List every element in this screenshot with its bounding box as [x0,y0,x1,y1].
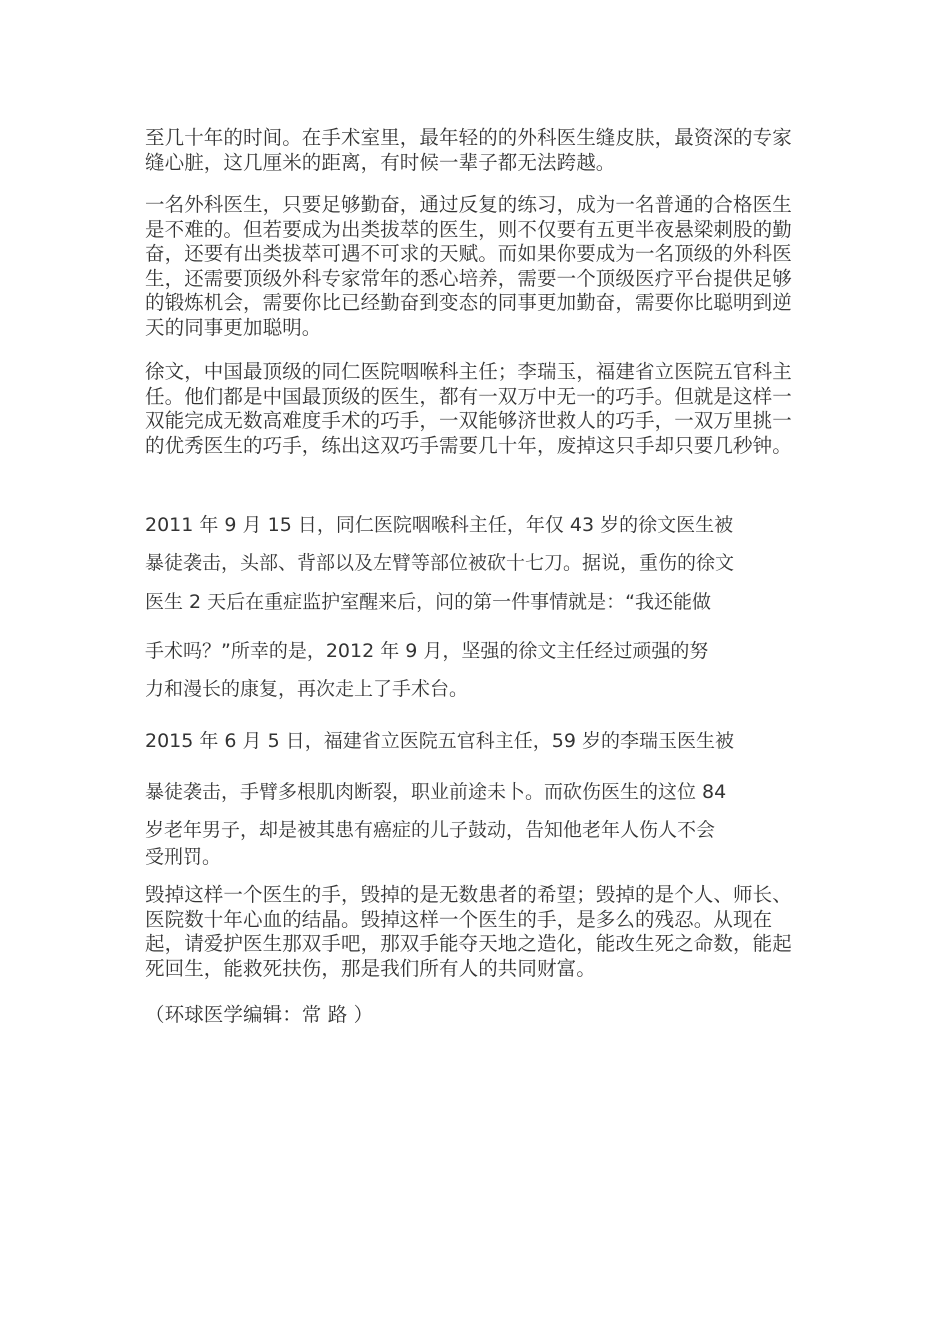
paragraph-text: 一名外科医生，只要足够勤奋，通过反复的练习，成为一名普通的合格医生是不难的。但若要成为出类拔萃的医生，则不仅要有五更半夜悬梁刺股的勤奋，还要有出类拔萃可遇不可求的天赋。而如果你要成为一名顶级的外科医生，还需要顶级外科专家常年的悉心培养，需要一个顶级医疗平台提供足够的锻炼机会，需要你比已经勤奋到变态的同事更加勤奋，需要你比聪明到逆天的同事更加聪明。 [145,193,792,339]
story-line: 暴徒袭击，手臂多根肌肉断裂，职业前途未卜。而砍伤医生的这位 84 [145,781,727,803]
story-line: 力和漫长的康复，再次走上了手术台。 [145,678,469,700]
story-line: 受刑罚。 [145,846,222,868]
paragraph-top-doctors [145,360,810,458]
paragraph-text: 徐文，中国最顶级的同仁医院咽喉科主任；李瑞玉，福建省立医院五官科主任。他们都是中国最顶级的医生，都有一双万中无一的巧手。但就是这样一双能完成无数高难度手术的巧手，一双能够济世救人的巧手，一双万里挑一的优秀医生的巧手，练出这双巧手需要几十年，废掉这只手却只要几秒钟。 [145,360,792,457]
paragraph-surgeon-distance [145,126,810,175]
story-line: 2011 年 9 月 15 日，同仁医院咽喉科主任，年仅 43 岁的徐文医生被 [145,514,734,536]
story-line: 医生 2 天后在重症监护室醒来后，问的第一件事情就是：“我还能做 [145,591,712,613]
paragraph-cherish-hands [145,883,810,981]
story-line: 暴徒袭击，头部、背部以及左臂等部位被砍十七刀。据说，重伤的徐文 [145,552,735,574]
paragraph-text: 毁掉这样一个医生的手，毁掉的是无数患者的希望；毁掉的是个人、师长、医院数十年心血的结晶。毁掉这样一个医生的手，是多么的残忍。从现在起，请爱护医生那双手吧，那双手能夺天地之造化，能改生死之命数，能起死回生，能救死扶伤，那是我们所有人的共同财富。 [145,883,792,980]
paragraph-text: 至几十年的时间。在手术室里，最年轻的的外科医生缝皮肤，最资深的专家缝心脏，这几厘米的距离，有时候一辈子都无法跨越。 [145,126,792,174]
paragraph-surgeon-growth [145,193,810,340]
editor-note-text: （环球医学编辑：常 路 ） [145,1003,374,1026]
story-line: 手术吗？”所幸的是，2012 年 9 月，坚强的徐文主任经过顽强的努 [145,640,709,662]
story-line: 2015 年 6 月 5 日，福建省立医院五官科主任，59 岁的李瑞玉医生被 [145,730,734,752]
story-line: 岁老年男子，却是被其患有癌症的儿子鼓动，告知他老年人伤人不会 [145,819,716,841]
editor-credit [145,1003,810,1028]
